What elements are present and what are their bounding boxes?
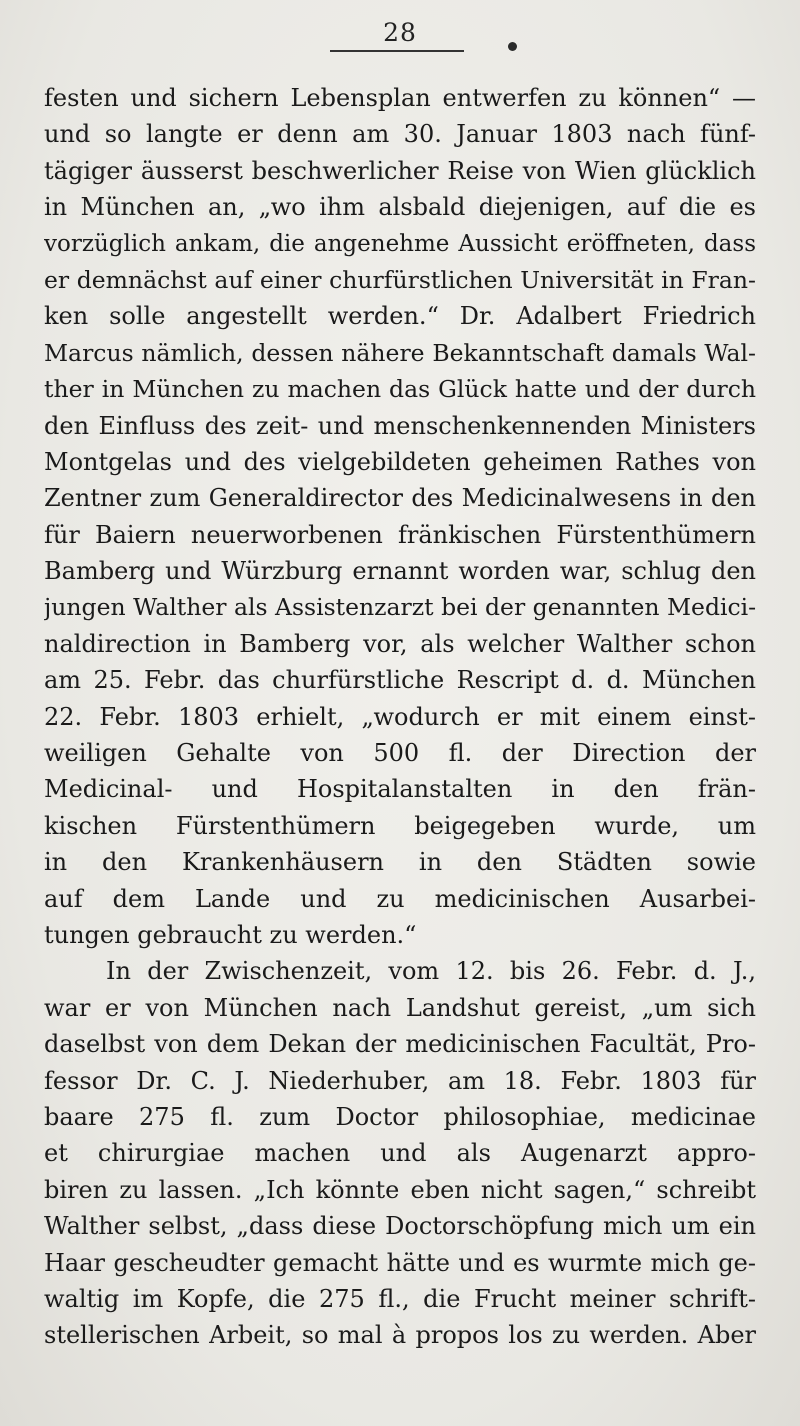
text-line: Haar gescheudter gemacht hätte und es wurmte mich ge- bbox=[44, 1248, 756, 1277]
text-line: Medicinal- und Hospitalanstalten in den frän- bbox=[44, 775, 756, 804]
text-line: vorzüglich ankam, die angenehme Aussicht eröffneten, dass bbox=[44, 230, 756, 257]
text-line: Zentner zum Generaldirector des Medicinalwesens in den bbox=[44, 484, 756, 513]
page-header bbox=[0, 18, 800, 47]
text-line: ken solle angestellt werden.“ Dr. Adalbert Friedrich bbox=[44, 302, 756, 331]
text-line: er demnächst auf einer churfürstlichen Universität in Fran- bbox=[44, 265, 756, 294]
text-line: Walther selbst, „dass diese Doctorschöpfung mich um ein bbox=[44, 1212, 756, 1241]
page-number: 28 bbox=[383, 18, 417, 47]
text-line: tägiger äusserst beschwerlicher Reise von Wien glücklich bbox=[44, 156, 756, 185]
header-rule bbox=[330, 50, 464, 52]
text-line: Montgelas und des vielgebildeten geheimen Rathes von bbox=[44, 447, 756, 476]
text-line: den Einfluss des zeit- und menschenkennenden Ministers bbox=[44, 411, 756, 440]
text-line: daselbst von dem Dekan der medicinischen Facultät, Pro- bbox=[44, 1030, 756, 1059]
body-text bbox=[44, 80, 756, 1354]
text-line: kischen Fürstenthümern beigegeben wurde, um bbox=[44, 811, 756, 840]
text-line: Bamberg und Würzburg ernannt worden war, schlug den bbox=[44, 557, 756, 586]
text-line: naldirection in Bamberg vor, als welcher Walther schon bbox=[44, 629, 756, 658]
text-line: weiligen Gehalte von 500 fl. der Direction der bbox=[44, 739, 756, 768]
text-line: biren zu lassen. „Ich könnte eben nicht sagen,“ schreibt bbox=[44, 1175, 756, 1204]
text-line: fessor Dr. C. J. Niederhuber, am 18. Febr. 1803 für bbox=[44, 1066, 756, 1095]
text-line: in München an, „wo ihm alsbald diejenigen, auf die es bbox=[44, 193, 756, 222]
text-line: waltig im Kopfe, die 275 fl., die Frucht meiner schrift- bbox=[44, 1284, 756, 1313]
text-line: ther in München zu machen das Glück hatte und der durch bbox=[44, 375, 756, 404]
text-line: in den Krankenhäusern in den Städten sowie bbox=[44, 848, 756, 877]
text-line: auf dem Lande und zu medicinischen Ausarbei- bbox=[44, 884, 756, 913]
text-line: baare 275 fl. zum Doctor philosophiae, medicinae bbox=[44, 1102, 756, 1131]
text-line: war er von München nach Landshut gereist, „um sich bbox=[44, 993, 756, 1022]
text-line: jungen Walther als Assistenzarzt bei der genannten Medici- bbox=[44, 593, 756, 622]
text-line: am 25. Febr. das churfürstliche Rescript d. d. München bbox=[44, 666, 756, 695]
text-line: festen und sichern Lebensplan entwerfen zu können“ — bbox=[44, 84, 756, 112]
text-line: 22. Febr. 1803 erhielt, „wodurch er mit einem einst- bbox=[44, 702, 756, 731]
text-line: et chirurgiae machen und als Augenarzt appro- bbox=[44, 1139, 756, 1168]
text-line: für Baiern neuerworbenen fränkischen Fürstenthümern bbox=[44, 520, 756, 549]
text-line: tungen gebraucht zu werden.“ bbox=[44, 920, 417, 949]
ink-speck bbox=[508, 42, 517, 51]
text-line: In der Zwischenzeit, vom 12. bis 26. Febr. d. J., bbox=[106, 957, 756, 986]
text-line: Marcus nämlich, dessen nähere Bekanntschaft damals Wal- bbox=[44, 338, 756, 367]
text-line: stellerischen Arbeit, so mal à propos los zu werden. Aber bbox=[44, 1321, 756, 1350]
text-line: und so langte er denn am 30. Januar 1803 nach fünf- bbox=[44, 120, 756, 149]
